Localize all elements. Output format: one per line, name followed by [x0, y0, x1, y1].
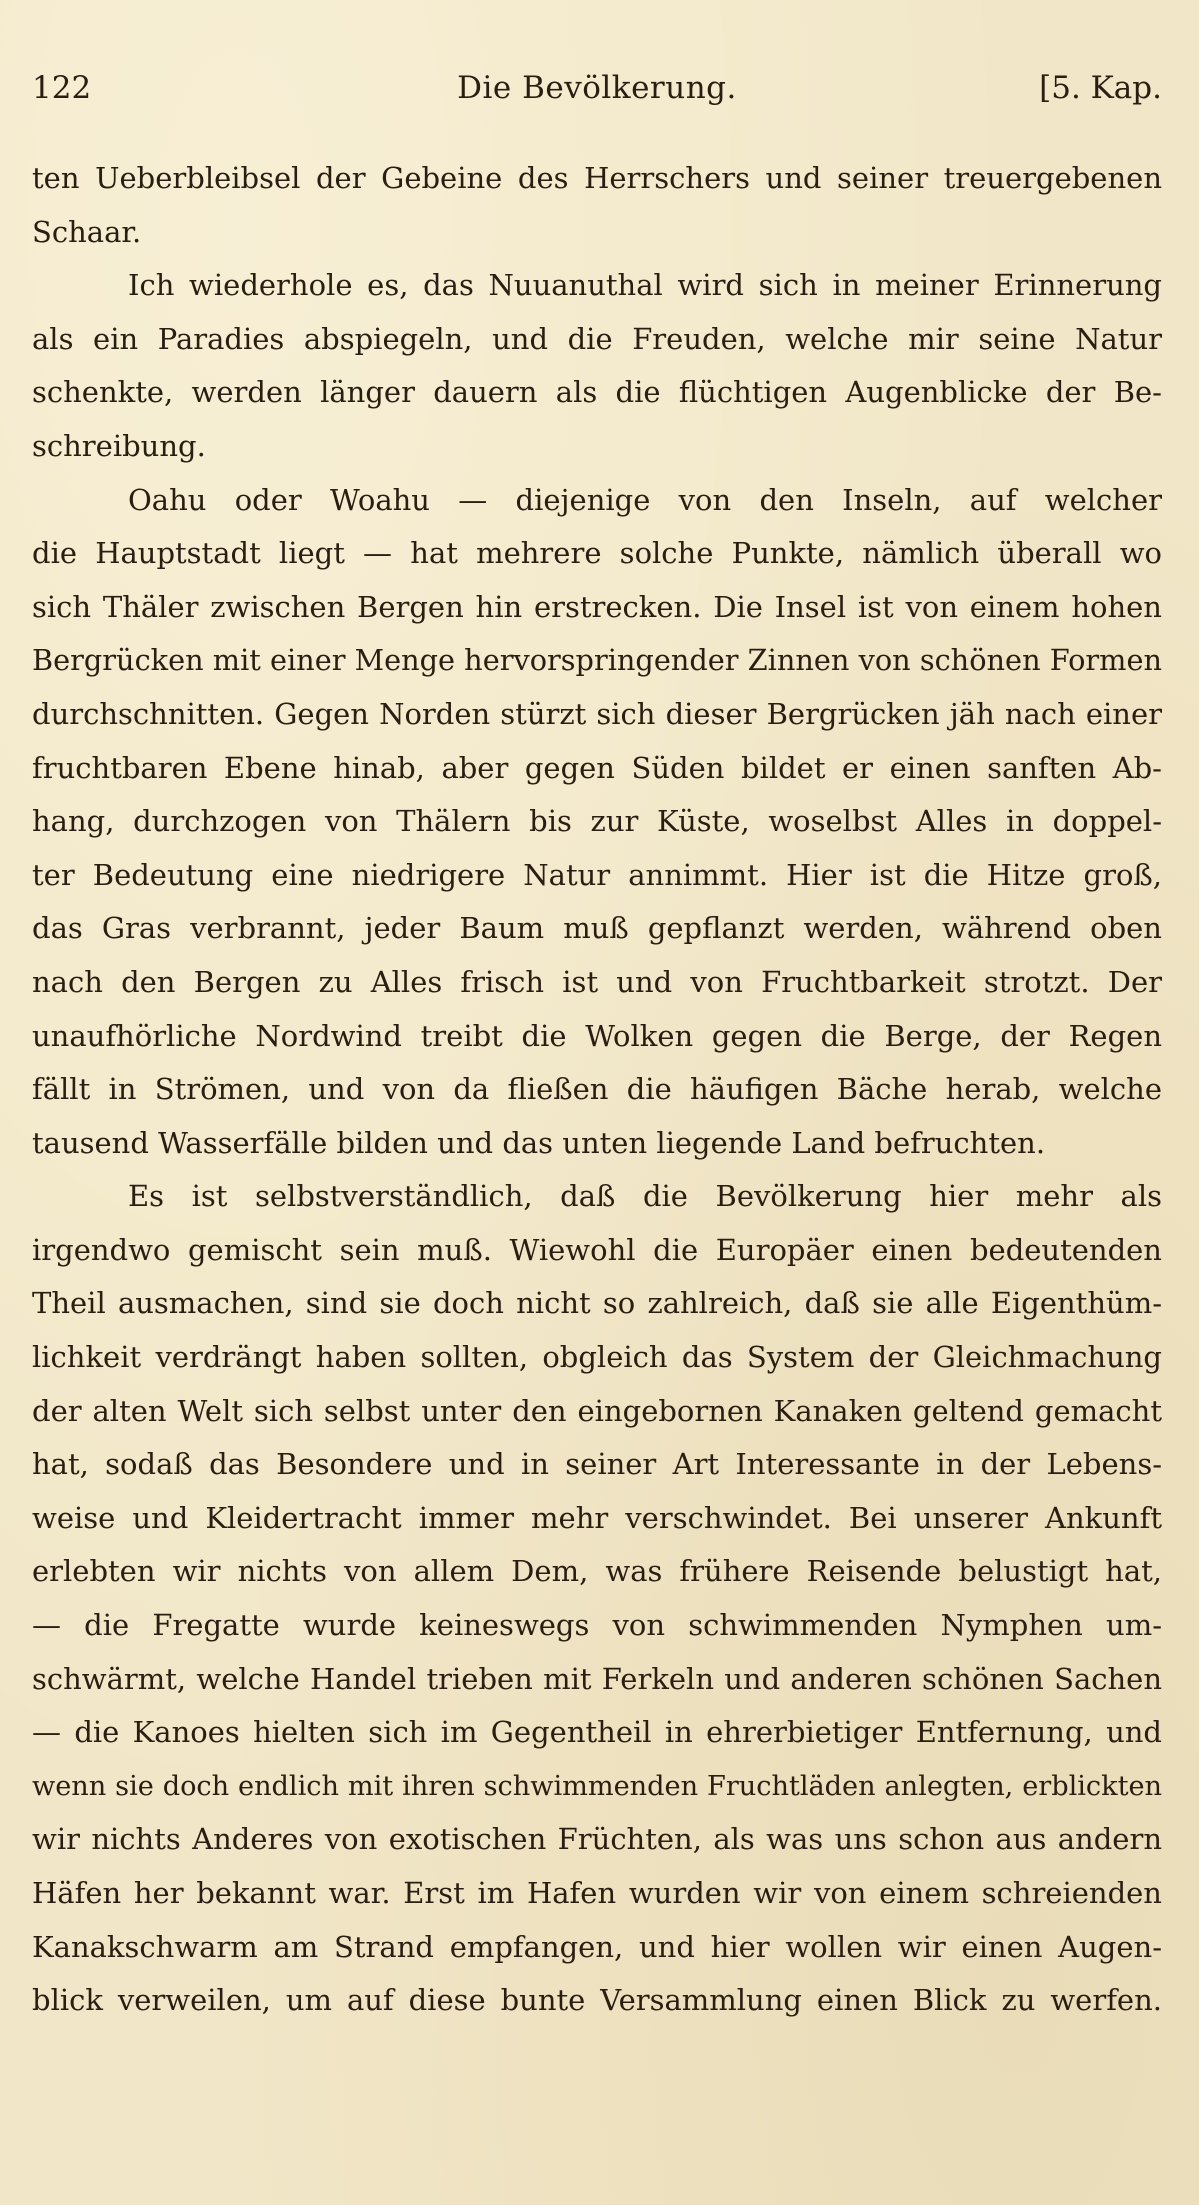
text-line: — die Kanoes hielten sich im Gegentheil in ehrerbietiger Entfernung, und: [32, 1715, 1162, 1750]
text-line: Ich wiederhole es, das Nuuanuthal wird sich in meiner Erinnerung: [128, 268, 1162, 303]
text-line: schwärmt, welche Handel trieben mit Ferkeln und anderen schönen Sachen: [32, 1661, 1162, 1696]
text-line: Oahu oder Woahu — diejenige von den Inseln, auf welcher: [128, 482, 1162, 517]
text-line: Theil ausmachen, sind sie doch nicht so zahlreich, daß sie alle Eigenthüm-: [32, 1286, 1162, 1321]
text-line: das Gras verbrannt, jeder Baum muß gepflanzt werden, während oben: [32, 911, 1162, 946]
text-line: hang, durchzogen von Thälern bis zur Küste, woselbst Alles in doppel-: [32, 804, 1162, 839]
running-title: Die Bevölkerung.: [457, 70, 737, 106]
text-line: unaufhörliche Nordwind treibt die Wolken gegen die Berge, der Regen: [32, 1018, 1162, 1053]
text-line: — die Fregatte wurde keineswegs von schwimmenden Nymphen um-: [32, 1608, 1162, 1643]
text-line: sich Thäler zwischen Bergen hin erstrecken. Die Insel ist von einem hohen: [32, 589, 1162, 624]
text-line: irgendwo gemischt sein muß. Wiewohl die Europäer einen bedeutenden: [32, 1232, 1162, 1267]
text-line: erlebten wir nichts von allem Dem, was frühere Reisende belustigt hat,: [32, 1554, 1162, 1589]
page-body: [32, 152, 1162, 2028]
text-line: hat, sodaß das Besondere und in seiner Art Interessante in der Lebens-: [32, 1447, 1162, 1482]
text-line: tausend Wasserfälle bilden und das unten liegende Land befruchten.: [32, 1125, 1046, 1160]
page-header: [32, 58, 1162, 118]
page-number: 122: [32, 70, 92, 106]
text-line: ten Ueberbleibsel der Gebeine des Herrschers und seiner treuergebenen: [32, 161, 1162, 195]
chapter-label: [5. Kap.: [1039, 70, 1162, 106]
text-line: durchschnitten. Gegen Norden stürzt sich dieser Bergrücken jäh nach einer: [32, 696, 1162, 731]
text-line: lichkeit verdrängt haben sollten, obgleich das System der Gleichmachung: [32, 1340, 1162, 1375]
text-line: die Hauptstadt liegt — hat mehrere solche Punkte, nämlich überall wo: [32, 536, 1162, 571]
text-line: Bergrücken mit einer Menge hervorspringender Zinnen von schönen Formen: [32, 643, 1162, 678]
text-line: wenn sie doch endlich mit ihren schwimmenden Fruchtläden anlegten, erblickten: [32, 1770, 1162, 1802]
text-line: Kanakschwarm am Strand empfangen, und hier wollen wir einen Augen-: [32, 1929, 1162, 1964]
text-line: der alten Welt sich selbst unter den eingebornen Kanaken geltend gemacht: [32, 1393, 1162, 1428]
text-line: Häfen her bekannt war. Erst im Hafen wurden wir von einem schreienden: [32, 1876, 1162, 1910]
text-line: schenkte, werden länger dauern als die flüchtigen Augenblicke der Be-: [32, 375, 1162, 410]
text-line: fällt in Strömen, und von da fließen die häufigen Bäche herab, welche: [32, 1072, 1162, 1107]
text-line: wir nichts Anderes von exotischen Früchten, als was uns schon aus andern: [32, 1822, 1162, 1857]
text-line: schreibung.: [32, 428, 206, 463]
text-line: weise und Kleidertracht immer mehr verschwindet. Bei unserer Ankunft: [32, 1500, 1162, 1535]
text-line: fruchtbaren Ebene hinab, aber gegen Süden bildet er einen sanften Ab-: [32, 750, 1162, 785]
text-line: Es ist selbstverständlich, daß die Bevölkerung hier mehr als: [128, 1179, 1162, 1214]
text-line: als ein Paradies abspiegeln, und die Freuden, welche mir seine Natur: [32, 321, 1162, 356]
text-line: ter Bedeutung eine niedrigere Natur annimmt. Hier ist die Hitze groß,: [32, 857, 1162, 892]
text-line: Schaar.: [32, 214, 142, 249]
text-line: nach den Bergen zu Alles frisch ist und von Fruchtbarkeit strotzt. Der: [32, 964, 1162, 999]
book-page: [32, 58, 1162, 2028]
text-line: blick verweilen, um auf diese bunte Versammlung einen Blick zu werfen.: [32, 1983, 1162, 2018]
